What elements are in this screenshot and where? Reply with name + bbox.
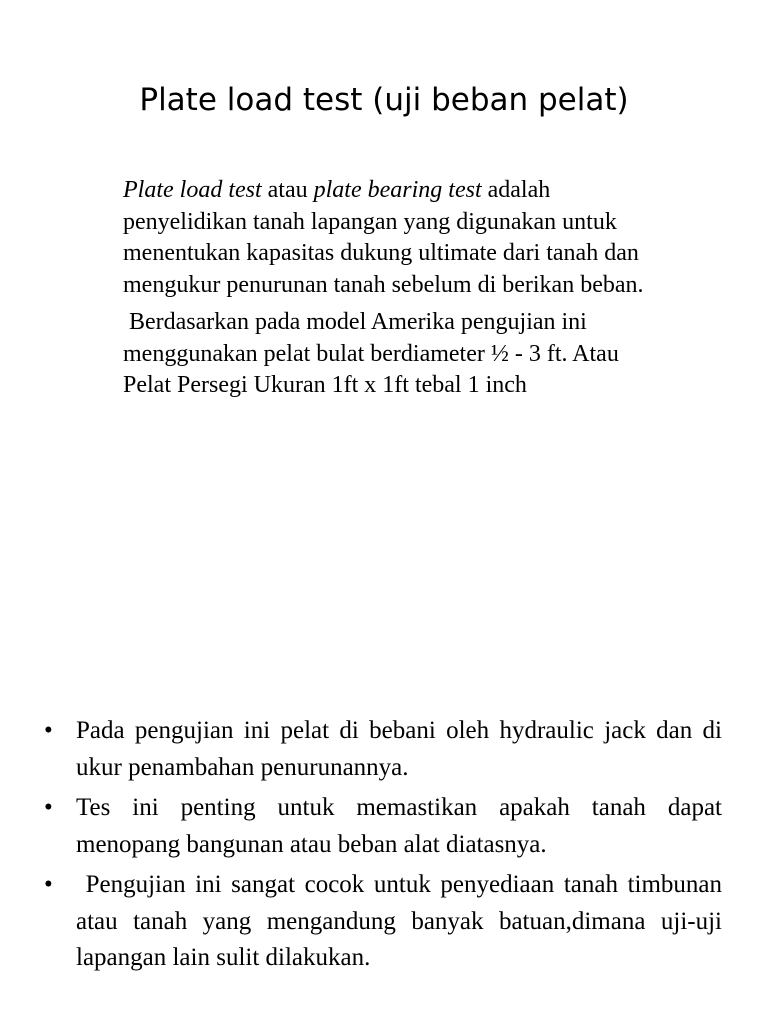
slide-title: Plate load test (uji beban pelat) [139,82,629,118]
bullet-item [40,790,722,863]
definition-text: adalah penyelidikan tanah lapangan yang digunakan untuk menentukan kapasitas dukung ultimate dari tanah dan mengukur penurunan tanah sebelum di berikan beban. [123,177,644,298]
bullet-list [40,713,729,977]
bullet-item [40,867,729,977]
intro-text-block [123,175,653,402]
bullet-marker: • [44,794,53,821]
term-connector: atau [261,177,314,203]
bullet-text: Pengujian ini sangat cocok untuk penyediaan tanah timbunan atau tanah yang mengandung banyak batuan,dimana uji-uji lapangan lain sulit dilakukan. [76,871,729,971]
intro-paragraph-definition [123,175,653,301]
bullet-text: Tes ini penting untuk memastikan apakah tanah dapat menopang bangunan atau beban alat diatasnya. [76,794,722,858]
intro-paragraph-american-model: Berdasarkan pada model Amerika pengujian ini menggunakan pelat bulat berdiameter ½ - 3 ft. Atau Pelat Persegi Ukuran 1ft x 1ft tebal 1 inch [123,309,625,398]
bullet-marker: • [44,871,53,898]
term-plate-bearing-test: plate bearing test [313,177,482,203]
bullet-marker: • [44,717,53,744]
term-plate-load-test: Plate load test [123,177,262,203]
bullet-text: Pada pengujian ini pelat di bebani oleh hydraulic jack dan di ukur penambahan penurunannya. [76,717,722,781]
bullet-item [40,713,722,786]
